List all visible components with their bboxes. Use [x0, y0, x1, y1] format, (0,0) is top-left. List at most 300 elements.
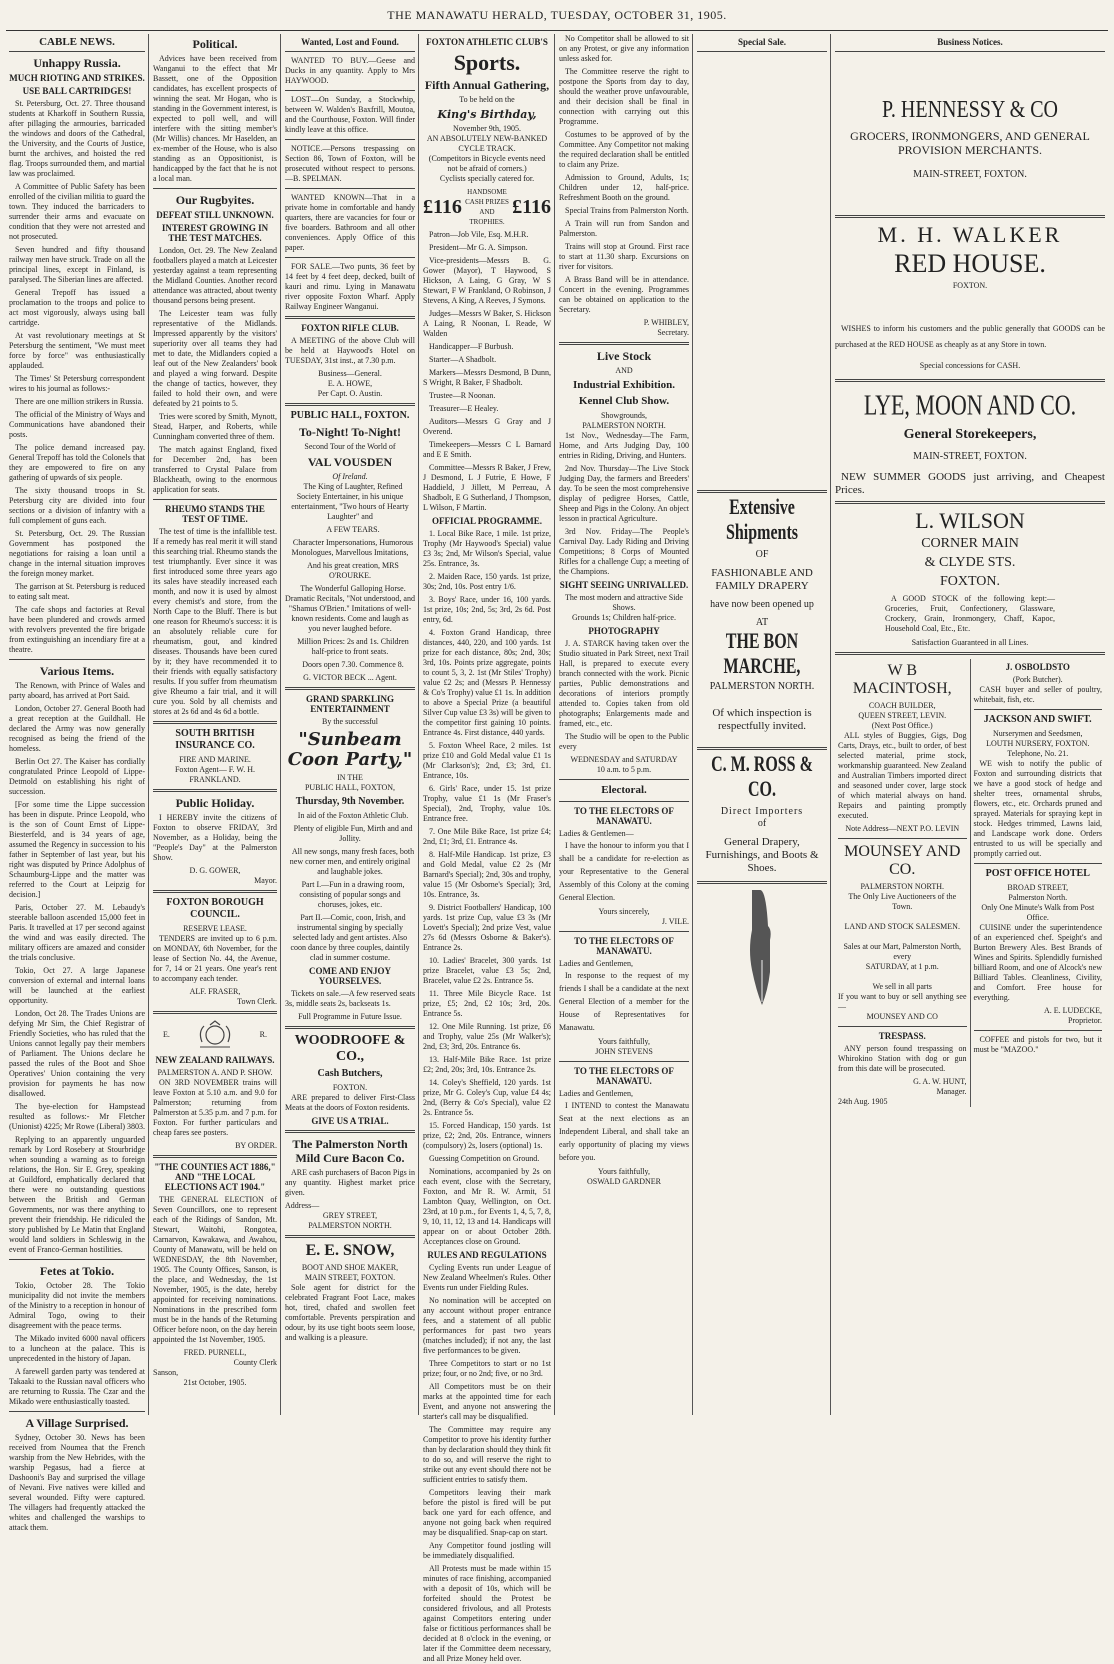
business-notices-header: Business Notices.	[937, 37, 1003, 47]
article-paragraph: Sydney, October 30. News has been received from Noumea that the French warship from the New Hebrides, with the warship Pegasus, had a fierce at Dashooni's Bay and surprised the village of Nevani. Five natives were killed and several wounded. Fifty were captured. The villagers had frequently attacked the whites and challenged the warships to attack them.	[9, 1433, 145, 1532]
divider	[835, 501, 1105, 504]
divider	[285, 1235, 415, 1238]
rule-paragraph: Costumes to be approved of by the Committee. Any Competitor not making the required declaration shall be entitled to claim any Prize.	[559, 130, 689, 169]
studio-hours: 10 a.m. to 5 p.m.	[596, 765, 652, 774]
divider	[974, 863, 1103, 864]
railways-sub: PALMERSTON A. AND P. SHOW.	[157, 1068, 273, 1077]
lower-ads-left	[835, 659, 970, 1107]
vile-signature: J. VILE.	[661, 917, 689, 926]
show-days-list	[559, 431, 689, 577]
rules-list	[423, 1263, 551, 1664]
programme-event: 9. District Footballers' Handicap, 100 yards. 1st prize Cup, value £3 3s (Mr Lovett's Special); 2nd prize Vest, value 27s 6d (Messrs Osborne & Baker's). Entrance 2s.	[423, 903, 551, 952]
woodroofe-town: FOXTON.	[332, 1083, 368, 1092]
divider	[559, 342, 689, 345]
livestock-and: AND	[615, 366, 633, 375]
trespass-heading: TRESPASS.	[878, 1031, 926, 1041]
show-day-entry: 3rd Nov. Friday—The People's Carnival Day. Lady Riding and Driving Competitions; 8 Corps of Mounted Rifles for a challenge Cup; a meeting of the Champions.	[559, 527, 689, 576]
article-paragraph: Tries were scored by Smith, Mynott, Stead, Harper, and Roberts, while Cunningham converted three of them.	[153, 412, 277, 441]
rule-paragraph: Any Competitor found jostling will be immediately disqualified.	[423, 1541, 551, 1560]
divider	[153, 721, 277, 724]
walker-heading: M. H. WALKER	[877, 222, 1063, 247]
macintosh-heading: W B MACINTOSH,	[852, 662, 952, 697]
rugby-heading: Our Rugbyites.	[175, 193, 255, 207]
direct-line: Direct Importers	[720, 806, 804, 817]
macintosh-text: ALL styles of Buggies, Gigs, Dog Carts, Drays, etc., built to order, of best selected material, prime stock, workmanship guaranteed. New Zealand and Australian Timbers imported direct and seasoned under cover, large stock of which material always on hand. Repairs and painting promptly executed.	[838, 731, 967, 820]
divider	[835, 215, 1105, 218]
column-rule	[148, 34, 149, 1415]
woodroofe-give: GIVE US A TRIAL.	[311, 1116, 389, 1126]
electoral-heading: Electoral.	[601, 784, 647, 796]
column-1	[6, 34, 148, 1532]
pointing-hand-icon	[742, 890, 782, 1010]
article-paragraph: The sixty thousand troops in St. Petersburg city are divided into four sections or a division of infantry with a full complement of guns each.	[9, 486, 145, 525]
article-paragraph: The Leicester team was fully representative of the Midlands. Impressed apparently by the visitors' superiority over all teams they had met to date, the Midlanders copied a leaf out of the New Zealanders' book and played a wing forward. Despite the change of tactics, however, they failed to hold their own, and were defeated by 21 points to 5.	[153, 309, 277, 408]
article-paragraph: St. Petersburg, Oct. 29. The Russian Government has postponed the negotiations for raising a loan until a change in the internal situation improves the foreign money market.	[9, 529, 145, 578]
counties-place: Sanson,	[153, 1368, 179, 1377]
royal-crest-icon	[190, 1020, 240, 1050]
article-paragraph: Seven hundred and fifty thousand railway men have struck. Trade on all the principal lines, except in Finland, is paralysed. The Siberian lines are affected.	[9, 245, 145, 284]
grounds-admission: Grounds 1s; Children half-price.	[572, 613, 676, 622]
jackson-nursery: LOUTH NURSERY, FOXTON.	[986, 739, 1090, 748]
official-entry: Starter—A Shadbolt.	[429, 355, 497, 364]
rules-heading: RULES AND REGULATIONS	[427, 1250, 547, 1260]
holiday-role: Mayor.	[254, 876, 277, 885]
column-rule	[692, 34, 693, 1415]
article-paragraph: Replying to an apparently unguarded remark by Lord Rosebery at Stourbridge when sounding a warning as to foreign relations, the Hon. Sir E. Grey, speaking at Guildford, emphatically declared that there were no outstanding questions between the British and German Governments, nor was there anything to prevent their friendship. He ridiculed the story published by Le Matin that England would land soldiers in Schleswig in the event of Franco-German hostilities.	[9, 1135, 145, 1254]
counties-signature: FRED. PURNELL,	[183, 1348, 247, 1357]
snow-street: MAIN STREET, FOXTON.	[304, 1273, 396, 1282]
sightseeing-heading: SIGHT SEEING UNRIVALLED.	[559, 580, 689, 590]
divider	[559, 1061, 689, 1062]
divider	[285, 139, 415, 140]
divider	[697, 881, 827, 884]
borough-sub: RESERVE LEASE.	[183, 924, 247, 933]
sunbeam-date: Thursday, 9th November.	[295, 796, 405, 807]
special-sale-header: Special Sale.	[737, 37, 786, 47]
lost-notice: LOST—On Sunday, a Stockwhip, between W. Walden's Baxfrill, Moutoa, and the Courthouse, Foxton. Will finder kindly leave at this office.	[285, 95, 415, 134]
article-paragraph: The test of time is the infallible test. If a remedy has real merit it will stand this searching trial. Rheumo stands the test triumphantly. Ever since it was first introduced some three years ago its sales have steadily increased each month, and now it is used by almost every chemist's and store, from the North Cape to the Bluff. There is but one reason for Rheumo's success: it is an absolutely reliable cure for rheumatism, gout, and kindred diseases. Thousands have been cured by it; they have recommended it to their friends with equally satisfactory results. If you suffer from rheumatism give Rheumo a fair trial, and it will cure you. Sold by all chemists and stores at 2s 6d and 4s 6d a bottle.	[153, 527, 277, 716]
rifle-club-text: A MEETING of the above Club will be held at Haywood's Hotel on TUESDAY, 31st inst., at 7.30 p.m.	[285, 336, 415, 365]
rules-continued	[559, 34, 689, 315]
mounsey-town: PALMERSTON NORTH.	[860, 882, 945, 891]
programme-heading: OFFICIAL PROGRAMME.	[432, 516, 542, 526]
bacon-street: GREY STREET,	[322, 1211, 378, 1220]
lye-text: NEW SUMMER GOODS just arriving, and Cheapest Prices.	[835, 471, 1105, 496]
redhouse-heading: RED HOUSE.	[894, 249, 1046, 278]
sunbeam-text	[285, 811, 415, 963]
divider	[974, 1030, 1103, 1031]
insurance-heading: SOUTH BRITISH INSURANCE CO.	[175, 728, 255, 751]
divider	[697, 51, 827, 52]
wilson-corner: CORNER MAIN	[921, 536, 1019, 551]
rugby-subheading: DEFEAT STILL UNKNOWN.	[156, 210, 274, 220]
ad-line: In aid of the Foxton Athletic Club.	[297, 811, 409, 820]
article-paragraph: The Mikado invited 6000 naval officers to a luncheon at the palace. This is unprecedented in the history of Japan.	[9, 1334, 145, 1363]
rheumo-article	[153, 527, 277, 717]
article-paragraph: London, Oct. 29. The New Zealand footballers played a match at Leicester yesterday against a team representing the Midland Counties. Another record attendance was attracted, about twenty thousand persons being present.	[153, 246, 277, 305]
programme-event: 5. Foxton Wheel Race, 2 miles. 1st prize £10 and Gold Medal value £1 1s (Mr Clarkson's); 2nd, £3; 3rd, £1. Entrance, 10s.	[423, 741, 551, 780]
photography-heading: PHOTOGRAPHY	[588, 626, 660, 636]
starck-text: J. A. STARCK having taken over the Studio situated in Park Street, next Trail Hall, is prepared to execute every branch connected with the work. Picnic parties, Public demonstrations and decorations of interiors promptly attended to. Copies taken from old photographs; Enlargements made and framed, etc., etc.	[559, 639, 689, 728]
hennessy-sub: GROCERS, IRONMONGERS, AND GENERAL PROVISION MERCHANTS.	[850, 129, 1090, 157]
studio-text: The Studio will be open to the Public every	[559, 732, 689, 751]
official-entry: President—Mr G. A. Simpson.	[429, 243, 528, 252]
railways-heading: NEW ZEALAND RAILWAYS.	[155, 1055, 275, 1065]
ad-line: A FEW TEARS.	[326, 525, 380, 534]
article-paragraph: St. Petersburg, Oct. 27. Three thousand students at Kharkoff in Southern Russia, after pillaging the armouries, barricaded the windows and doors of the Cathedral, the University, and the Courts of Justice, burnt the archives, and hoisted the red flag. Troops surrounded them, and martial law was proclaimed.	[9, 99, 145, 178]
article-paragraph: General Trepoff has issued a proclamation to the troops and police to act most vigorously, always using ball cartridge.	[9, 288, 145, 327]
gardner-signature: OSWALD GARDNER	[587, 1177, 661, 1186]
lye-heading: LYE, MOON AND CO.	[863, 388, 1077, 421]
article-paragraph: At vast revolutionary meetings at St Petersburg the sentiment, "We must meet force by force" was enthusiastically applauded.	[9, 331, 145, 370]
divider	[9, 51, 145, 52]
article-paragraph: The cafe shops and factories at Reval have been plundered and crowds armed with revolvers prevented the fire brigade from extinguishing an incendiary fire at a theatre.	[9, 605, 145, 654]
birthday-line: King's Birthday,	[437, 108, 537, 121]
column-7	[832, 34, 1108, 1415]
osboldston-sub: (Pork Butcher).	[1012, 675, 1063, 684]
various-article	[9, 681, 145, 1255]
public-hall-heading: PUBLIC HALL, FOXTON.	[290, 410, 410, 421]
official-entry: Markers—Messrs Desmond, B Dunn, S Wright, R Baker, F Shadbolt.	[423, 368, 551, 387]
programme-event: 14. Coley's Sheffield, 120 yards. 1st prize, Mr G. Coley's Cup, value £4 4s; 2nd, (Berry & Co's Special), value £2 2s. Entrance 5s.	[423, 1078, 551, 1117]
article-paragraph: The official of the Ministry of Ways and Communications have abandoned their posts.	[9, 410, 145, 439]
catered-note: Cyclists specially catered for.	[439, 174, 535, 183]
snow-heading: E. E. SNOW,	[305, 1242, 395, 1259]
programme-event: 10. Ladies' Bracelet, 300 yards. 1st prize Bracelet, value £3 5s; 2nd, Bracelet, value £2 2s. Entrance 5s.	[423, 956, 551, 985]
mounsey-land: LAND AND STOCK SALESMEN.	[844, 922, 960, 931]
sunbeam-tickets: Tickets on sale.—A few reserved seats 3s, middle seats 2s, backseats 1s.	[285, 989, 415, 1008]
mounsey-heading: MOUNSEY AND CO.	[844, 843, 961, 878]
holiday-text: I HEREBY invite the citizens of Foxton to observe FRIDAY, 3rd November, as a Holiday, being the "People's Day" at the Palmerston Show.	[153, 813, 277, 862]
studio-days: WEDNESDAY and SATURDAY	[570, 755, 678, 764]
stevens-signature: JOHN STEVENS	[595, 1047, 653, 1056]
osboldston-heading: J. OSBOLDSTO	[1005, 662, 1070, 672]
divider	[559, 779, 689, 780]
hotel-text: CUISINE under the superintendence of an experienced chef. Speight's and Burton Brewery Ales. Best Brands of Wines and Spirits. Splendidly furnished billiard Room, and one of Alcock's new Billiard Tables. Cleanliness, Civility, and Comfort. Free house for everything.	[973, 923, 1102, 1002]
article-paragraph: The police demand increased pay. General Trepoff has told the Colonels that they are empowered to fire on any gathering of upwards of six people.	[9, 443, 145, 482]
mounsey-signature: MOUNSEY AND CO	[866, 1012, 938, 1021]
gardner-text: I INTEND to contest the Manawatu Seat at the next elections as an Independent Liberal, and shall take an early opportunity of placing my views before you.	[559, 1101, 689, 1162]
public-hall-agent: G. VICTOR BECK ... Agent.	[303, 673, 397, 682]
divider	[153, 188, 277, 189]
snow-sub: BOOT AND SHOE MAKER,	[301, 1263, 399, 1272]
article-paragraph: Berlin Oct 27. The Kaiser has cordially congratulated Prince Leopold of Lippe-Detmold on establishing his right of succession.	[9, 757, 145, 796]
official-entry: Auditors—Messrs G Gray and J Overend.	[423, 417, 551, 436]
gardner-heading: TO THE ELECTORS OF MANAWATU.	[574, 1066, 674, 1086]
mounsey-sell: We sell in all parts	[872, 982, 932, 991]
column-rule	[280, 34, 281, 1415]
blank-space	[835, 193, 1105, 211]
cable-news-heading: CABLE NEWS.	[39, 36, 115, 48]
article-paragraph: The garrison at St. Petersburg is reduced to eating salt meat.	[9, 582, 145, 601]
article-paragraph: Tokio, Oct 27. A large Japanese conversion of external and internal loans will be launched at the earliest opportunity.	[9, 966, 145, 1005]
column-3	[282, 34, 418, 1415]
trespass-signature: G. A. W. HUNT,	[913, 1077, 967, 1086]
ad-line: The Wonderful Galloping Horse. Dramatic Recitals, "Not understood, and "Shamus O'Brien." Imitations of well-known residents. Come and laugh as you never laughed before.	[285, 584, 415, 633]
rifle-club-business: Business—General.	[318, 369, 382, 378]
divider	[838, 1026, 967, 1027]
hotel-role: Proprietor.	[1068, 1016, 1102, 1025]
rule-paragraph: Competitors leaving their mark before the pistol is fired will be put back one yard for each offence, and anyone not going back when required may be disqualified. Snap-cap on start.	[423, 1488, 551, 1537]
divider	[285, 1026, 415, 1029]
vile-close: Yours sincerely,	[598, 907, 650, 916]
sports-signature: P. WHIBLEY,	[643, 318, 689, 327]
column-rule	[554, 34, 555, 1415]
bacon-town: PALMERSTON NORTH.	[308, 1221, 392, 1230]
stevens-close: Yours faithfully,	[597, 1037, 650, 1046]
rugby-subheading: INTEREST GROWING IN THE TEST MATCHES.	[161, 223, 269, 243]
article-paragraph: The bye-election for Hampstead resulted as follows:- Mr Fletcher (Unionist) 4225; Mr Rowe (Liberal) 3803.	[9, 1102, 145, 1131]
holiday-signature: D. G. GOWER,	[189, 866, 241, 875]
bacon-heading: The Palmerston North Mild Cure Bacon Co.	[292, 1137, 408, 1165]
rifle-club-signature: E. A. HOWE,	[327, 379, 373, 388]
mounsey-if: If you want to buy or sell anything see—	[838, 992, 967, 1011]
coffee-text: COFFEE and pistols for two, but it must be "MAZOO."	[973, 1035, 1102, 1054]
divider	[153, 1011, 277, 1014]
macintosh-next: (Next Post Office.)	[871, 721, 933, 730]
holiday-heading: Public Holiday.	[175, 796, 255, 810]
divider	[697, 490, 827, 493]
divider	[153, 499, 277, 500]
village-article	[9, 1433, 145, 1533]
show-town: PALMERSTON NORTH.	[582, 421, 666, 430]
wanted-heading: Wanted, Lost and Found.	[301, 37, 399, 47]
divider	[285, 51, 415, 52]
gardner-close: Yours faithfully,	[597, 1167, 650, 1176]
ad-line: Plenty of eligible Fun, Mirth and and Jollity.	[293, 824, 413, 843]
programme-event: 4. Foxton Grand Handicap, three distances, 440, 220, and 100 yards. 1st prize for each distance, 80s; 2nd, 30s; 3rd, 10s. Points prize aggregate, points to count 5, 3, 2. 1st (Mr Stiles' Trophy) value £2 2s; and (Messrs P. Hennessy & Co's Trophy) value £1 1s. In addition to above a Special Prize (a beautiful Silver Cup value £3 3s) will be given to the competitor first gaining 10 points. Entrance 4s. First distance, 440 yards.	[423, 628, 551, 737]
article-paragraph: The match against England, fixed for December 2nd, has been transferred to Crystal Palace from Blackheath, owing to the enormous application for seats.	[153, 445, 277, 494]
redhouse-town: FOXTON.	[952, 281, 988, 290]
inspection-line: Of which inspection is respectfully invited.	[712, 707, 812, 732]
rule-paragraph: All Protests must be made within 15 minutes of race finishing, accompanied with a deposit of 10s, which will be forfeited should the Protest be considered frivolous, and all Protests against Competitors entering under false or fictitious performances shall be decided at 8 o'clock in the evening, or later if the Committee deem necessary, and all Prize Money held over.	[423, 1564, 551, 1663]
programme-event: 2. Maiden Race, 150 yards. 1st prize, 30s; 2nd, 10s. Post entry 1/6.	[423, 572, 551, 591]
official-entry: Treasurer—E Healey.	[429, 404, 499, 413]
sunbeam-title: "Sunbeam Coon Party,"	[287, 729, 413, 770]
gardner-salutation: Ladies and Gentlemen,	[559, 1089, 633, 1098]
kennel-heading: Kennel Club Show.	[578, 395, 670, 407]
programme-list	[423, 529, 551, 1164]
rugby-article	[153, 246, 277, 495]
divider	[9, 1259, 145, 1260]
hennessy-heading: P. HENNESSY & CO	[882, 96, 1058, 124]
industrial-heading: Industrial Exhibition.	[572, 379, 676, 391]
sightseeing-text: The most modern and attractive Side Shows.	[565, 593, 683, 612]
macintosh-street: QUEEN STREET, LEVIN.	[858, 711, 947, 720]
hotel-signature: A. E. LUDECKE,	[1044, 1006, 1102, 1015]
jackson-telephone: Telephone, No. 21.	[1007, 749, 1069, 758]
sunbeam-programme: Full Programme in Future Issue.	[298, 1012, 402, 1021]
article-paragraph: London, October 27. General Booth had a great reception at the Guildhall. He declared the Army was now generally recognised as being the friend of the homeless.	[9, 704, 145, 753]
lower-ads	[835, 659, 1105, 1107]
official-entry: Timekeepers—Messrs C L Barnard and E E Smith.	[423, 440, 551, 459]
osboldston-text: CASH buyer and seller of poultry, whitebait, fish, etc.	[973, 685, 1102, 704]
counties-date: 21st October, 1905.	[183, 1378, 247, 1387]
lower-ads-right	[970, 659, 1106, 1107]
trespass-role: Manager.	[936, 1087, 967, 1096]
divider	[9, 1411, 145, 1412]
counties-heading: "THE COUNTIES ACT 1886," AND "THE LOCAL ELECTIONS ACT 1904."	[154, 1162, 276, 1192]
official-entry: Handicapper—F Burbush.	[429, 342, 514, 351]
divider	[285, 403, 415, 406]
column-4	[420, 34, 554, 1663]
jackson-sub: Nurserymen and Seedsmen,	[992, 729, 1083, 738]
stevens-heading: TO THE ELECTORS OF MANAWATU.	[574, 936, 674, 956]
divider	[285, 90, 415, 91]
official-entry: Judges—Messrs W Baker, S. Hickson A Laing, R Noonan, L Reade, W Walden	[423, 309, 551, 338]
sunbeam-hall: PUBLIC HALL, FOXTON,	[304, 783, 396, 792]
divider	[559, 931, 689, 932]
bonmarche-town: PALMERSTON NORTH.	[709, 681, 815, 692]
bacon-text: ARE cash purchasers of Bacon Pigs in any quantity. Highest market price given.	[285, 1168, 415, 1197]
snow-text: Sole agent for district for the celebrated Fragrant Foot Lace, makes hot, tired, chafed and swollen feet comfortable. Prevents perspiration and odour, by its use tight boots seem loose, and walking is a pleasure.	[285, 1283, 415, 1342]
programme-event: 3. Boys' Race, under 16, 100 yards. 1st prize, 10s; 2nd, 5s; 3rd, 2s 6d. Post entry, 6d.	[423, 595, 551, 624]
official-entry: Committee—Messrs R Baker, J Frew, J Desmond, L J Futrie, E Howe, F Haddield, J Jillett, M Perreau, A Shadbolt, E G Sutherland, J Thompson, L Wilson, F Martin.	[423, 463, 551, 512]
for-sale-notice: FOR SALE.—Two punts, 36 feet by 14 feet by 4 feet deep, decked, built of kauri and rimu. Lying in Manawatu river opposite Foxton Wharf. Apply Railway Engineer Wanganui.	[285, 262, 415, 311]
macintosh-sub: COACH BUILDER,	[868, 701, 936, 710]
ad-line: All new songs, many fresh faces, both new corner men, and entirely original and laughable jokes.	[289, 847, 415, 876]
rifle-club-heading: FOXTON RIFLE CLUB.	[301, 323, 399, 333]
article-paragraph: London, Oct 28. The Trades Unions are defying Mr Sim, the Chief Registrar of Friendly Societies, who has ruled that the Unions cannot legally pay their members of Parliament. The Unions declare he passed the rules of the Boot and Shoe Operatives' Union containing the very provision for payments he has now disallowed.	[9, 1009, 145, 1098]
vile-heading: TO THE ELECTORS OF MANAWATU.	[574, 806, 674, 826]
sports-role: Secretary.	[657, 328, 689, 337]
borough-role: Town Clerk.	[237, 997, 277, 1006]
vile-text: I have the honour to inform you that I shall be a candidate for re-election as your Representative to the General Assembly of this Colony at the coming General Election.	[559, 841, 689, 902]
crest-letter-left: E.	[163, 1030, 170, 1039]
rule-paragraph: The Committee may require any Competitor to prove his identity further than by declaration should they think fit to do so, and will reserve the right to strike out any event should there not be sufficient entries to satisfy them.	[423, 1425, 551, 1484]
article-paragraph: The Times' St Petersburg correspondent wires to his journal as follows:-	[9, 374, 145, 393]
officials-list	[423, 230, 551, 513]
divider	[9, 659, 145, 660]
official-entry: Vice-presidents—Messrs B. G. Gower (Mayor), T Haywood, S Hickson, A Laing, G Gray, W S Stewart, F W Frankland, O Robinson, J Stevens, A King, A Reeves, J Symons.	[423, 256, 551, 305]
prize-label: HANDSOME CASH PRIZES AND TROPHIES.	[465, 188, 509, 226]
ad-line: Million Prices: 2s and 1s. Children half-price to front seats.	[297, 637, 409, 656]
insurance-sub: FIRE AND MARINE.	[179, 755, 251, 764]
railways-text: ON 3RD NOVEMBER trains will leave Foxton at 5.10 a.m. and 9.0 for Palmerston; returning from Palmerston at 5.35 p.m. and 7 p.m. for Foxton. For further particulars and cheap fares see posters.	[153, 1078, 277, 1137]
divider	[285, 687, 415, 690]
divider	[153, 890, 277, 893]
athletic-heading: FOXTON ATHLETIC CLUB'S	[426, 37, 548, 47]
lye-street: MAIN-STREET, FOXTON.	[913, 451, 1027, 462]
ad-line: And his great creation, MRS O'ROURKE.	[307, 561, 399, 580]
rule-paragraph: Trains will stop at Ground. First race to start at 11.30 sharp. Excursions on river for visitors.	[559, 242, 689, 271]
russia-heading: Unhappy Russia.	[33, 56, 121, 70]
hotel-town: Palmerston North.	[1008, 893, 1068, 902]
divider	[153, 789, 277, 792]
programme-event: 6. Girls' Race, under 15. 1st prize Trophy, value £1 1s (Mr Fraser's Special), 2nd, Trophy, value 10s. Entrance free.	[423, 784, 551, 823]
masthead: THE MANAWATU HERALD, TUESDAY, OCTOBER 31, 1905.	[387, 8, 727, 22]
ad-line: Part II.—Comic, coon, Irish, and instrumental singing by specially selected lady and gent artistes. Also coon dance by three couples, daintily clad in summer costume.	[290, 913, 410, 962]
stevens-salutation: Ladies and Gentlemen,	[559, 959, 633, 968]
divider	[285, 1130, 415, 1133]
hennessy-street: MAIN-STREET, FOXTON.	[913, 169, 1027, 180]
divider	[835, 51, 1105, 52]
mounsey-only: The Only Live Auctioneers of the Town.	[848, 892, 957, 911]
column-6	[694, 34, 830, 1415]
crest-row	[153, 1018, 277, 1052]
sparkling-by: By the successful	[322, 717, 378, 726]
russia-subheading: USE BALL CARTRIDGES!	[22, 86, 132, 96]
rule-paragraph: All Competitors must be on their marks at the appointed time for each Event, and anyone not answering the starter's call may be disqualified.	[423, 1382, 551, 1421]
jackson-heading: JACKSON AND SWIFT.	[983, 714, 1092, 725]
nominations-text: Nominations, accompanied by 2s on each event, close with the Secretary, Foxton, and Mr R. W. Armit, 51 Lambton Quay, Wellington, on Oct. 23rd, at 10 p.m., for Events 1, 4, 5, 7, 8, 9, 10, 11, 12, 13 and 14. Handicaps will appear on or about October 28th. Acceptances close on Ground.	[423, 1167, 551, 1246]
wilson-town: FOXTON.	[939, 574, 1001, 589]
woodroofe-heading: WOODROOFE & CO.,	[294, 1033, 406, 1064]
divider	[153, 1155, 277, 1158]
village-heading: A Village Surprised.	[25, 1416, 129, 1430]
rule-paragraph: A Brass Band will be in attendance. Concert in the evening. Programmes can be obtained on application to the Secretary.	[559, 275, 689, 314]
article-paragraph: The Renown, with Prince of Wales and party aboard, has arrived at Port Said.	[9, 681, 145, 700]
rule-paragraph: Admission to Ground, Adults, 1s; Children under 12, half-price. Refreshment Booth on the ground.	[559, 173, 689, 202]
hotel-street: BROAD STREET,	[1007, 883, 1069, 892]
hotel-only: Only One Minute's Walk from Post Office.	[981, 903, 1095, 922]
show-day-entry: 2nd Nov. Thursday—The Live Stock Judging Day, the farmers and Breeders' day. To be seen the most comprehensive display of pedigree Horses, Cattle, Sheep and Pigs in the Colony. An object lesson in practical Agriculture.	[559, 464, 689, 523]
programme-event: 13. Half-Mile Bike Race. 1st prize £2; 2nd, 20s; 3rd, 10s. Entrance 2s.	[423, 1055, 551, 1074]
fetes-heading: Fetes at Tokio.	[39, 1264, 115, 1278]
trespass-notice: NOTICE.—Persons trespassing on Section 86, Town of Foxton, will be prosecuted without respect to persons. —B. SPELMAN.	[285, 144, 415, 183]
programme-event: Guessing Competition on Ground.	[429, 1154, 540, 1163]
political-article	[153, 54, 277, 184]
trespass-date: 24th Aug. 1905	[838, 1097, 888, 1106]
rule-paragraph: Cycling Events run under League of New Zealand Wheelmen's Rules. Other Events run under Fielding Rules.	[423, 1263, 551, 1292]
held-line: To be held on the	[459, 95, 515, 104]
woodroofe-text: ARE prepared to deliver First-Class Meats at the doors of Foxton residents.	[285, 1093, 415, 1112]
ad-line: Part I.—Fun in a drawing room, consisting of popular songs and choruses, jokes, etc.	[299, 880, 405, 909]
programme-event: 15. Forced Handicap, 150 yards. 1st prize, £2; 2nd, 20s. Entrance, winners (compulsory) 2s, losers (optional) 1s.	[423, 1121, 551, 1150]
article-paragraph: A Committee of Public Safety has been enrolled of the civilian militia to guard the town. They induced the barricaders to surrender their arms and evacuate on condition that they were not arrested and not prosecuted.	[9, 182, 145, 241]
programme-event: 7. One Mile Bike Race, 1st prize £4; 2nd, £1; 3rd, £1. Entrance 4s.	[423, 827, 551, 846]
rule-paragraph: No Competitor shall be allowed to sit on any Protest, or give any information unless asked for.	[559, 34, 689, 63]
programme-event: 11. Three Mile Bicycle Race. 1st prize, £5; 2nd, £2 10s; 3rd, 20s. Entrance 5s.	[423, 989, 551, 1018]
general-line: General Drapery, Furnishings, and Boots & Shoes.	[705, 836, 819, 874]
column-2	[150, 34, 280, 1415]
counties-role: County Clerk	[233, 1358, 277, 1367]
rheumo-heading: RHEUMO STANDS THE TEST OF TIME.	[165, 504, 265, 524]
sunbeam-in: IN THE	[337, 773, 363, 782]
fetes-article	[9, 1281, 145, 1407]
programme-event: 8. Half-Mile Handicap. 1st prize, £3 and Gold Medal, value £2 2s (Mr Barnard's Special); 2nd, 30s and trophy, value 15 (Mr Osborne's Special); 3rd, 10s. Entrance, 3s.	[423, 850, 551, 899]
column-rule	[830, 34, 831, 1415]
official-entry: Patron—Job Vile, Esq. M.H.R.	[429, 230, 529, 239]
rifle-club-role: Per Capt. O. Austin.	[317, 389, 383, 398]
macintosh-note: Note Address—NEXT P.O. LEVIN	[845, 824, 960, 833]
prize-amount-left: £116	[423, 196, 462, 218]
date-line: November 9th, 1905.	[453, 124, 521, 133]
article-paragraph: [For some time the Lippe succession has been in dispute. Prince Leopold, who is the son of Count Ernst of Lippe-Biesterfeld, and is 34 years of age, assumed the Regency in succession to his father in September of last year, but his right was disputed by Prince Adolphus of Schaumburg-Lippe and the matter was referred to the Court at Leipzig for decision.]	[9, 800, 145, 899]
rule-paragraph: Special Trains from Palmerston North.	[565, 206, 689, 215]
gathering-title: Fifth Annual Gathering,	[424, 78, 550, 92]
programme-event: 12. One Mile Running. 1st prize, £6 and Trophy, value 25s (Mr Walker's); 2nd, £3; 3rd, 20s. Entrance 6s.	[423, 1022, 551, 1051]
wilson-heading: L. WILSON	[915, 508, 1025, 533]
trespass-text: ANY person found trespassing on Whirokino Station with dog or gun from this date will be prosecuted.	[838, 1044, 967, 1073]
performer-name: VAL VOUSDEN	[307, 455, 393, 469]
programme-event: 1. Local Bike Race, 1 mile. 1st prize, Trophy (Mr Haywood's Special) value £3 3s; 2nd, Mr Wilson's Special, value 25s. Entrance, 3s.	[423, 529, 551, 568]
wilson-satisfaction: Satisfaction Guaranteed in all Lines.	[911, 638, 1029, 647]
divider	[835, 379, 1105, 382]
rule-paragraph: A Train will run from Sandon and Palmerston.	[559, 219, 689, 238]
show-day-entry: 1st Nov., Wednesday—The Farm, Home, and Arts Judging Day, 100 entries in Riding, Driving, and Hunters.	[559, 431, 689, 460]
crest-letter-right: R.	[259, 1030, 267, 1039]
vile-salutation: Ladies & Gentlemen—	[559, 829, 634, 838]
blank-space	[697, 56, 827, 486]
borough-signature: ALF. FRASER,	[189, 987, 241, 996]
sparkling-heading: GRAND SPARKLING ENTERTAINMENT	[305, 694, 395, 714]
railways-signature: BY ORDER.	[235, 1141, 277, 1150]
divider	[838, 838, 967, 839]
competitors-note: (Competitors in Bicycle events need not be afraid of corners.)	[428, 154, 546, 173]
wilson-text: A GOOD STOCK of the following kept:— Groceries, Fruit, Confectionery, Glassware, Crockery, Grain, Ironmongery, Chaff, Kapoc, Household Coal, Etc., Etc.	[885, 594, 1055, 633]
ad-line: Doors open 7.30. Commence 8.	[302, 660, 404, 669]
